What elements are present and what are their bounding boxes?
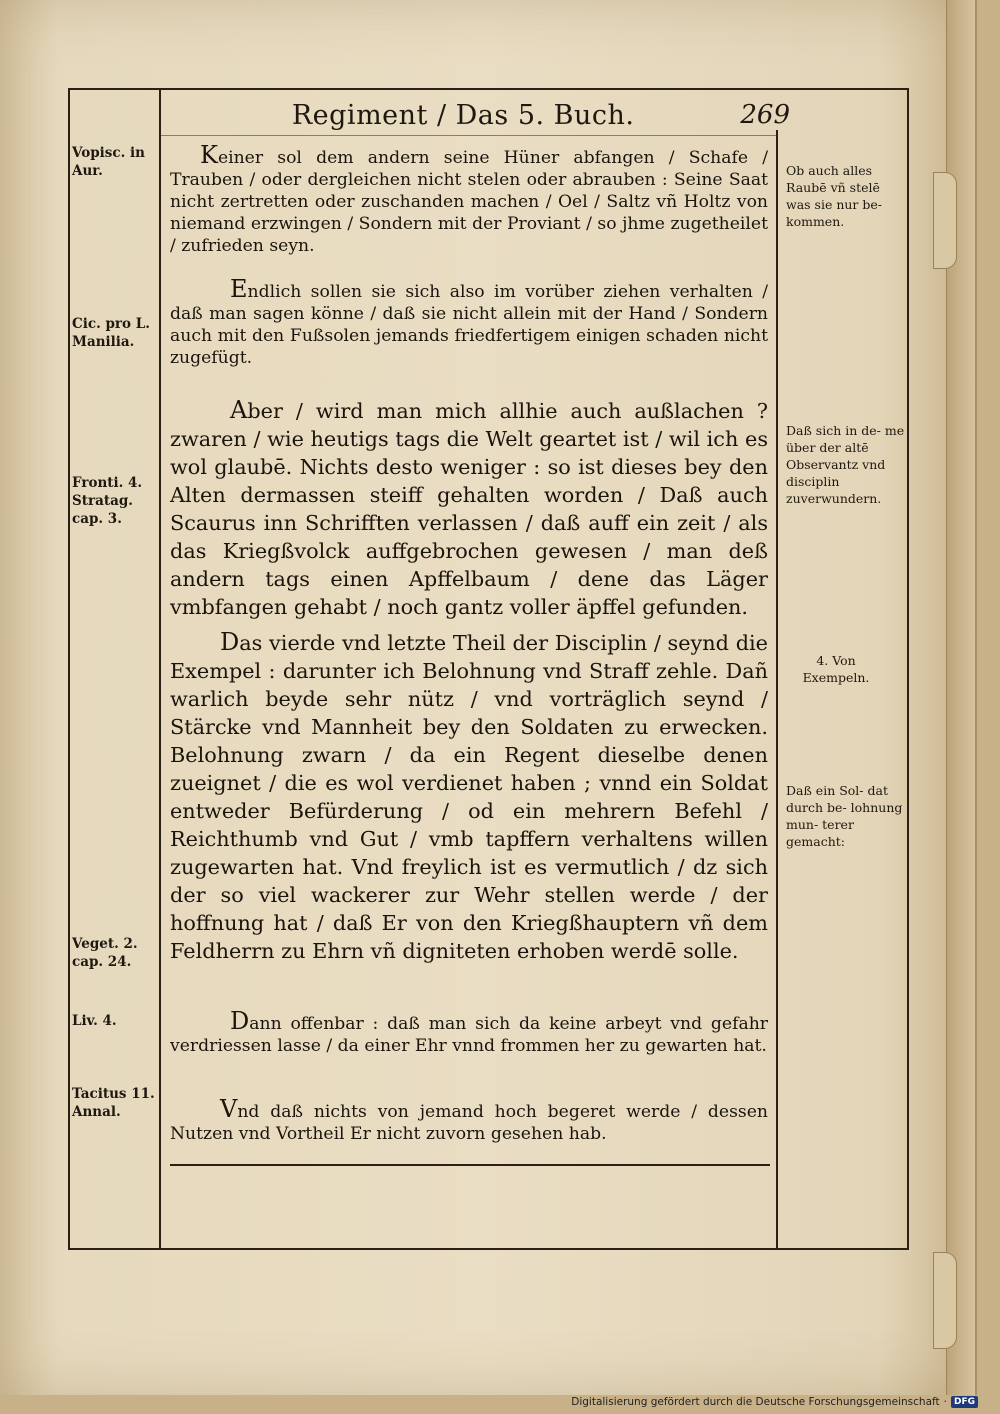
right-marginal-note: Daß sich in de- me über der altē Observantz vnd disciplin zuverwundern. (786, 423, 905, 506)
frame-inner-left-line (159, 88, 161, 1250)
body-paragraph (170, 1007, 768, 1057)
right-marginal-note: 4. Von Exempeln. (802, 653, 870, 685)
digitization-footer: Digitalisierung gefördert durch die Deutsche Forschungsgemeinschaft · DFG (571, 1396, 978, 1408)
body-paragraph (170, 628, 768, 965)
frame-left-line (68, 88, 70, 1250)
left-marginal-note: Fronti. 4. Stratag. cap. 3. (72, 475, 143, 527)
text-end-rule (170, 1164, 770, 1166)
paragraph-initial: K (200, 141, 218, 169)
frame-inner-right-line (776, 130, 778, 1250)
frame-right-line (907, 88, 909, 1250)
body-paragraph (170, 396, 768, 621)
body-paragraph (170, 141, 768, 257)
right-marginal-note: Ob auch alles Raubē vñ stelē was sie nur be- kommen. (786, 163, 882, 229)
paragraph-text: ber / wird man mich allhie auch außlachen ? zwaren / wie heutigs tags die Welt geartet ist / wil ich es wol glaubē. Nichts desto weniger : so ist dieses bey den Alten dermassen steiff gehalten worden / Daß auch Scaurus inn Schrifften verlassen / daß auff ein zeit / als das Kriegßvolck auffgebrochen gewesen / man deß andern tags einen Apffelbaum / dene das Läger vmbfangen gehabt / noch gantz voller äpffel gefunden. (170, 399, 768, 619)
paragraph-text: einer sol dem andern seine Hüner abfangen / Schafe / Trauben / oder dergleichen nicht stelen oder abrauben : Seine Saat nicht zertretten oder zuschanden machen / Oel / Saltz vñ Holtz von niemand erzwingen / Sondern mit der Proviant / so jhme zugetheilet / zufrieden seyn. (170, 148, 768, 256)
frame-top-line (68, 88, 908, 90)
paragraph-initial: A (230, 396, 248, 424)
left-marginal-note: Cic. pro L. Manilia. (72, 316, 150, 350)
paragraph-text: ndlich sollen sie sich also im vorüber ziehen verhalten / daß man sagen könne / daß sie nicht allein mit der Hand / Sondern auch mit den Fußsolen jemands friedfertigem einigen schaden nicht zugefügt. (170, 282, 768, 368)
paragraph-text: as vierde vnd letzte Theil der Disciplin / seynd die Exempel : darunter ich Belohnung vnd Straff zehle. Dañ warlich beyde sehr nütz / vnd vorträglich seynd / Stärcke vnd Mannheit bey den Soldaten zu erwecken. Belohnung zwarn / da ein Regent dieselbe denen zueignet / die es wol verdienet haben ; vnnd ein Soldat entweder Befürderung / od ein mehrern Befehl / Reichthumb vnd Gut / vmb tapffern verhaltens willen zugewarten hat. Vnd freylich ist es vermutlich / dz sich der so viel wackerer zur Wehr stellen werde / der hoffnung hat / daß Er von den Kriegßhauptern vñ dem Feldherrn zu Ehrn vñ digniteten erhoben werdē solle. (170, 631, 768, 963)
left-marginal-note: Tacitus 11. Annal. (72, 1086, 155, 1120)
page-number: 269 (740, 100, 790, 130)
dfg-logo: DFG (951, 1396, 978, 1408)
left-marginal-note: Vopisc. in Aur. (72, 145, 145, 179)
running-header (200, 95, 790, 135)
paragraph-text: ann offenbar : daß man sich da keine arbeyt vnd gefahr verdriessen lasse / da einer Ehr vnnd frommen her zu gewarten hat. (170, 1014, 768, 1056)
left-marginal-note: Veget. 2. cap. 24. (72, 936, 138, 970)
page-tab-top (933, 172, 957, 269)
paragraph-initial: D (220, 628, 240, 656)
frame-bottom-line (68, 1248, 909, 1250)
page-tab-bottom (933, 1252, 957, 1349)
paragraph-initial: V (220, 1095, 238, 1123)
footer-text: Digitalisierung gefördert durch die Deutsche Forschungsgemeinschaft (571, 1396, 940, 1408)
paragraph-text: nd daß nichts von jemand hoch begeret werde / dessen Nutzen vnd Vortheil Er nicht zuvorn gesehen hab. (170, 1102, 768, 1144)
paragraph-initial: D (230, 1007, 250, 1035)
header-rule (160, 135, 777, 136)
body-paragraph (170, 275, 768, 369)
right-marginal-note: Daß ein Sol- dat durch be- lohnung mun- terer gemacht: (786, 783, 903, 849)
body-paragraph (170, 1095, 768, 1145)
paragraph-initial: E (230, 275, 248, 303)
left-marginal-note: Liv. 4. (72, 1013, 117, 1029)
running-title: Regiment / Das 5. Buch. (291, 99, 635, 131)
